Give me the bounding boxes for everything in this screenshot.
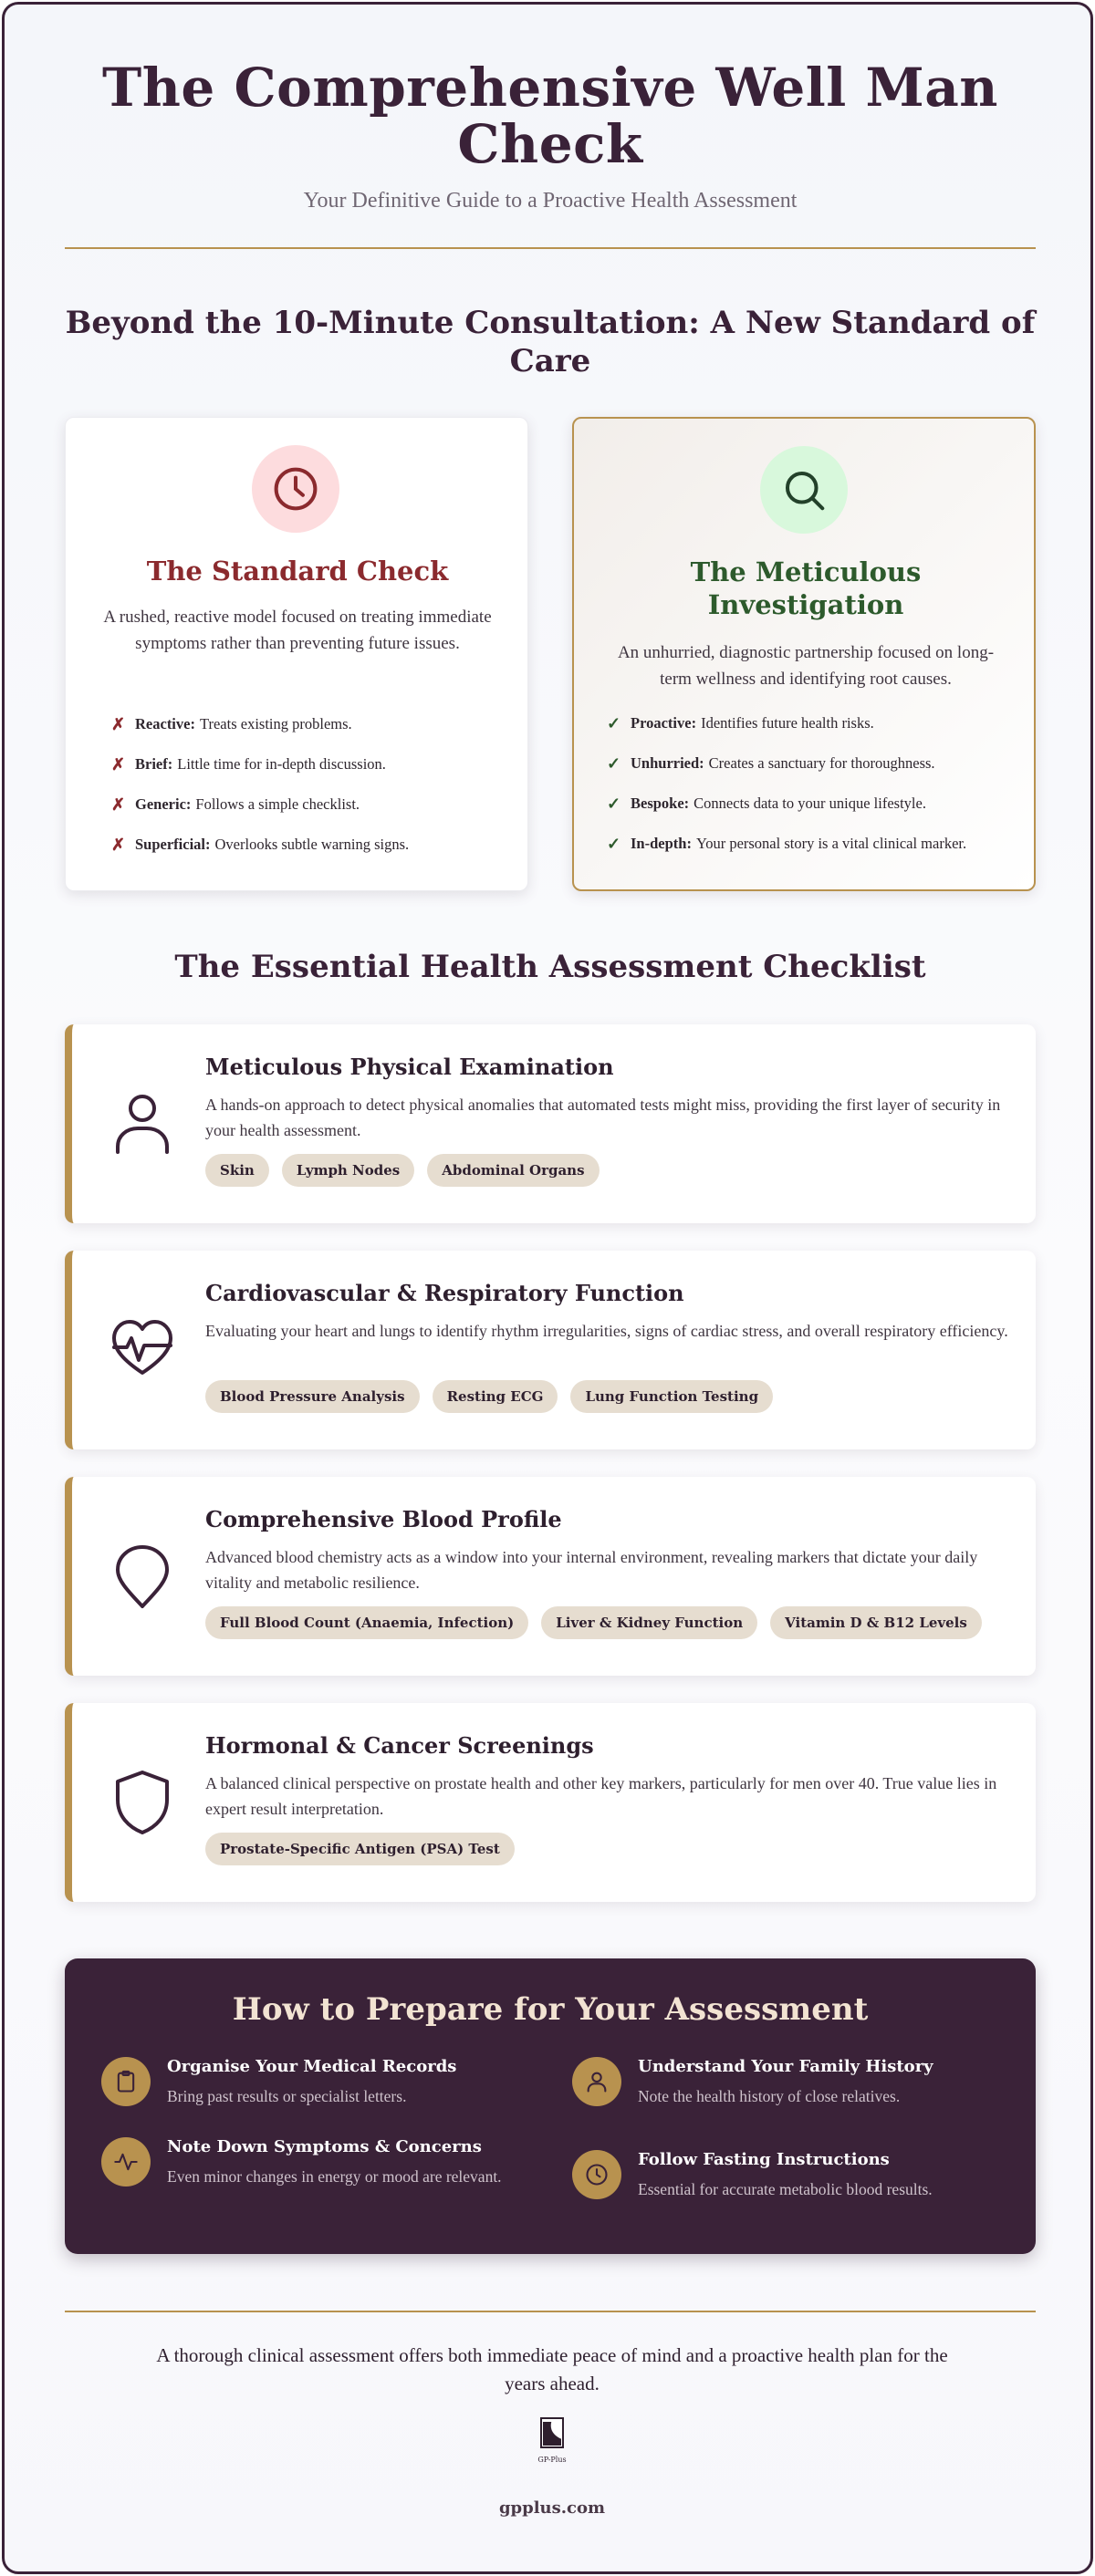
list-item: ✗ Reactive: Treats existing problems. xyxy=(111,715,352,733)
standard-check-list xyxy=(111,715,495,876)
meticulous-investigation-card xyxy=(572,417,1036,891)
checklist-title: Comprehensive Blood Profile xyxy=(205,1506,562,1532)
check-icon: ✓ xyxy=(607,795,621,813)
checklist-card-blood-profile xyxy=(65,1477,1036,1676)
standard-check-title: The Standard Check xyxy=(146,556,449,587)
checklist-description: Evaluating your heart and lungs to identify rhythm irregularities, signs of cardiac stress, and overall respiratory efficiency. xyxy=(205,1322,1008,1340)
footer-statement: A thorough clinical assessment offers both immediate peace of mind and a proactive health plan for the years ahead. xyxy=(156,2344,948,2394)
prep-item-text: Essential for accurate metabolic blood results. xyxy=(638,2180,933,2198)
prep-item-title: Organise Your Medical Records xyxy=(167,2057,457,2076)
tag: Full Blood Count (Anaemia, Infection) xyxy=(205,1606,528,1639)
clipboard-icon xyxy=(101,2057,151,2106)
checklist-description: A balanced clinical perspective on prostate health and other key markers, particularly for men over 40. True value lies in expert result interpretation. xyxy=(205,1774,997,1818)
tag: Resting ECG xyxy=(433,1380,558,1413)
list-item: ✓ Proactive: Identifies future health risks. xyxy=(607,714,874,732)
person-icon xyxy=(572,2057,621,2106)
checklist-card-hormonal xyxy=(65,1703,1036,1902)
clock-icon xyxy=(252,445,339,533)
check-icon: ✓ xyxy=(607,754,621,773)
checklist-description: Advanced blood chemistry acts as a window into your internal environment, revealing markers that dictate your daily vitality and metabolic resilience. xyxy=(205,1548,978,1592)
list-item: ✓ Bespoke: Connects data to your unique lifestyle. xyxy=(607,795,926,813)
meticulous-investigation-title: The Meticulous Investigation xyxy=(690,556,922,620)
list-item: ✗ Superficial: Overlooks subtle warning signs. xyxy=(111,836,410,854)
page-frame xyxy=(2,2,1093,2574)
preparation-panel xyxy=(65,1958,1036,2254)
cross-icon: ✗ xyxy=(111,755,126,774)
tag-list xyxy=(205,1380,773,1413)
tag: Skin xyxy=(205,1154,269,1187)
prep-item-text: Even minor changes in energy or mood are relevant. xyxy=(167,2167,502,2186)
prep-item-title: Understand Your Family History xyxy=(638,2057,933,2076)
page-subtitle: Your Definitive Guide to a Proactive Health Assessment xyxy=(303,189,798,213)
list-item: ✗ Brief: Little time for in-depth discussion. xyxy=(111,755,386,774)
tag: Liver & Kidney Function xyxy=(541,1606,757,1639)
list-item: ✓ Unhurried: Creates a sanctuary for thoroughness. xyxy=(607,754,935,773)
cross-icon: ✗ xyxy=(111,836,126,854)
tag: Vitamin D & B12 Levels xyxy=(770,1606,982,1639)
heart-pulse-icon xyxy=(110,1314,174,1384)
meticulous-investigation-list xyxy=(607,714,1017,875)
footer-divider xyxy=(65,2311,1036,2312)
page-title: The Comprehensive Well Man Check xyxy=(102,57,998,175)
search-icon xyxy=(760,446,848,534)
list-item: ✓ In-depth: Your personal story is a vital clinical marker. xyxy=(607,835,967,853)
tag: Lung Function Testing xyxy=(570,1380,773,1413)
tag: Abdominal Organs xyxy=(427,1154,599,1187)
user-icon xyxy=(110,1088,174,1158)
tag: Lymph Nodes xyxy=(282,1154,414,1187)
droplet-icon xyxy=(110,1541,174,1610)
meticulous-investigation-description: An unhurried, diagnostic partnership focused on long-term wellness and identifying root causes. xyxy=(617,643,995,689)
preparation-heading: How to Prepare for Your Assessment xyxy=(232,1991,869,2028)
website-link[interactable]: gpplus.com xyxy=(498,2498,606,2518)
pulse-icon xyxy=(101,2137,151,2186)
checklist-card-physical-exam xyxy=(65,1024,1036,1223)
clock-icon xyxy=(572,2150,621,2199)
shield-icon xyxy=(110,1767,174,1836)
tag-list xyxy=(205,1154,600,1187)
tag-list xyxy=(205,1833,515,1865)
prep-item-text: Note the health history of close relatives. xyxy=(638,2087,901,2105)
cross-icon: ✗ xyxy=(111,795,126,814)
checklist-title: Meticulous Physical Examination xyxy=(205,1054,614,1080)
prep-item-title: Note Down Symptoms & Concerns xyxy=(167,2137,482,2156)
divider xyxy=(65,247,1036,249)
tag-list xyxy=(205,1606,982,1639)
standard-check-description: A rushed, reactive model focused on treating immediate symptoms rather than preventing future issues. xyxy=(103,608,492,653)
check-icon: ✓ xyxy=(607,714,621,732)
check-icon: ✓ xyxy=(607,835,621,853)
prep-item-title: Follow Fasting Instructions xyxy=(638,2150,890,2169)
standard-check-card xyxy=(65,417,528,891)
checklist-title: Cardiovascular & Respiratory Function xyxy=(205,1280,684,1306)
list-item: ✗ Generic: Follows a simple checklist. xyxy=(111,795,360,814)
comparison-heading: Beyond the 10-Minute Consultation: A New Standard of Care xyxy=(65,305,1036,379)
checklist-card-cardiovascular xyxy=(65,1251,1036,1449)
checklist-description: A hands-on approach to detect physical anomalies that automated tests might miss, providing the first layer of security in your health assessment. xyxy=(205,1096,1001,1139)
prep-item-text: Bring past results or specialist letters. xyxy=(167,2087,407,2105)
svg-text:GP-Plus: GP-Plus xyxy=(537,2456,567,2464)
tag: Blood Pressure Analysis xyxy=(205,1380,420,1413)
checklist-title: Hormonal & Cancer Screenings xyxy=(205,1732,594,1759)
cross-icon: ✗ xyxy=(111,715,126,733)
gp-plus-logo xyxy=(530,2416,574,2471)
tag: Prostate-Specific Antigen (PSA) Test xyxy=(205,1833,515,1865)
checklist-heading: The Essential Health Assessment Checklist xyxy=(174,949,926,985)
